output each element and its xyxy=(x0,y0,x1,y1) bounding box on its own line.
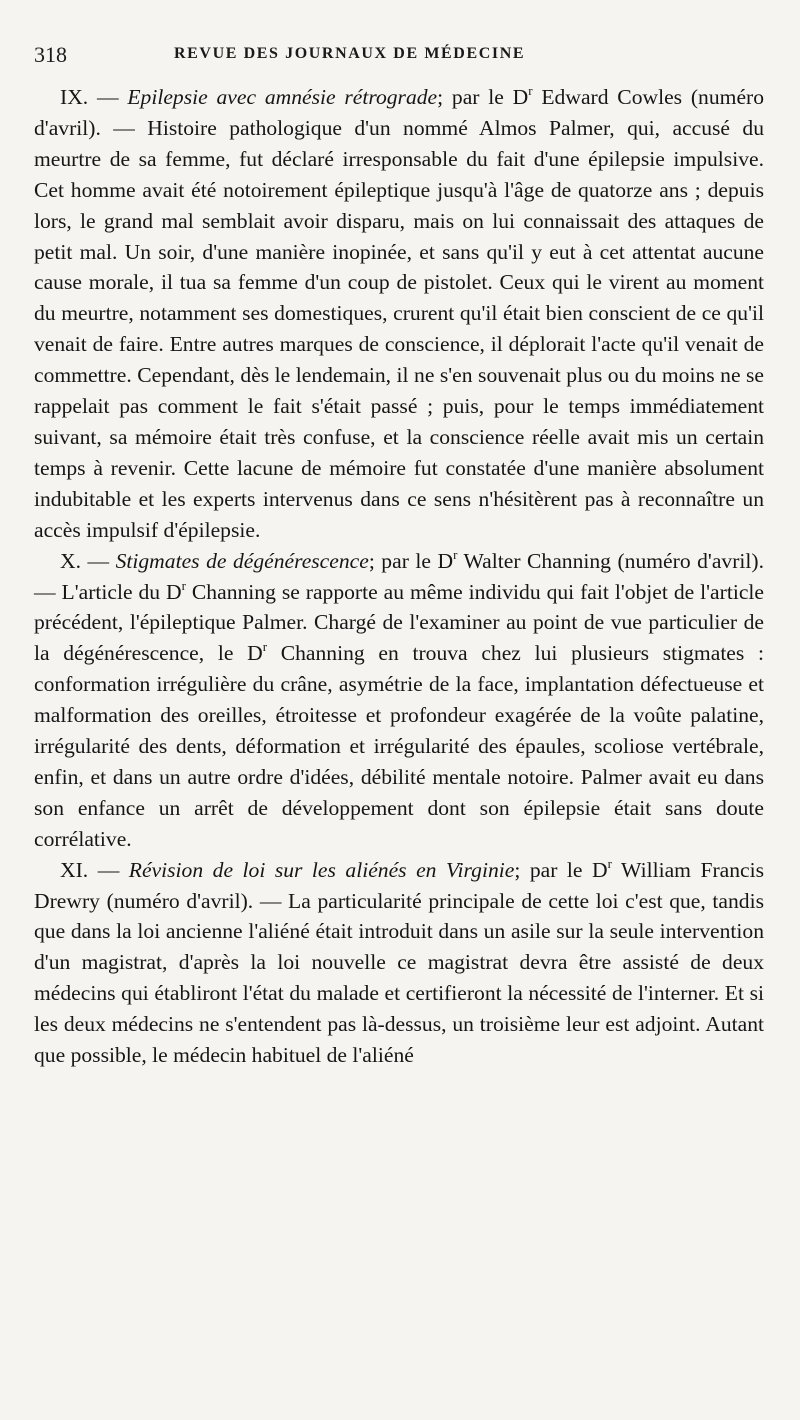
section-numeral: IX. xyxy=(60,85,89,109)
section-text: Channing en trouva chez lui plusieurs stigmates : conformation irrégulière du crâne, asymétrie de la face, implantation défectueuse et malformation des oreilles, étroitesse et profondeur exagérée de la voûte palatine, irrégularité des dents, déformation et irrégularité des épaules, scoliose vertébrale, enfin, et dans un autre ordre d'idées, débilité mentale notoire. Palmer avait eu dans son enfance un arrêt de développement dont son épilepsie était sans doute corrélative. xyxy=(34,641,764,851)
section-attribution: ; par le D xyxy=(368,548,454,573)
section-attribution: ; par le D xyxy=(437,85,529,109)
page-header xyxy=(34,42,770,72)
section-text: Walter Channing (numéro d'avril). — L'article du D xyxy=(34,548,764,604)
section-dash: — xyxy=(88,85,128,109)
superscript: r xyxy=(262,639,268,655)
section-attribution: ; par le D xyxy=(514,857,608,882)
section-title: Stigmates de dégénérescence xyxy=(115,548,369,573)
section-title: Epilepsie avec amnésie rétrograde xyxy=(127,85,438,109)
section-dash: — xyxy=(88,857,129,882)
section-x xyxy=(34,546,764,855)
superscript: r xyxy=(528,82,533,98)
superscript: r xyxy=(453,546,458,562)
section-text: Channing se rapporte au même individu qui fait l'objet de l'article précédent, l'épileptique Palmer. Chargé de l'examiner au point de vue particulier de la dégénérescence, le D xyxy=(34,579,764,666)
section-ix xyxy=(34,82,764,546)
page-number: 318 xyxy=(34,42,67,67)
section-numeral: X. xyxy=(60,548,81,573)
superscript: r xyxy=(607,855,612,871)
section-text: Edward Cowles (numéro d'avril). — Histoire pathologique d'un nommé Almos Palmer, qui, accusé du meurtre de sa femme, fut déclaré irresponsable du fait d'une épilepsie impulsive. Cet homme avait été notoirement épileptique jusqu'à l'âge de quatorze ans ; depuis lors, le grand mal semblait avoir disparu, mais on lui connaissait des attaques de petit mal. Un soir, d'une manière inopinée, et sans qu'il y eut à cet attentat aucune cause morale, il tua sa femme d'un coup de pistolet. Ceux qui le virent au moment du meurtre, notamment ses domestiques, crurent qu'il était bien conscient de ce qu'il venait de faire. Entre autres marques de conscience, il déplorait l'acte qu'il venait de commettre. Cependant, dès le lendemain, il ne s'en souvenait plus ou du moins ne se rappelait pas comment le fait s'était passé ; puis, pour le temps immédiatement suivant, sa mémoire était très confuse, et la conscience réelle avait mis un certain temps à revenir. Cette lacune de mémoire fut constatée d'une manière absolument indubitable et les experts intervenus dans ce sens n'hésitèrent pas à reconnaître un accès impulsif d'épilepsie. xyxy=(34,85,765,542)
section-title: Révision de loi sur les aliénés en Virginie xyxy=(128,857,515,882)
section-xi xyxy=(34,855,764,1071)
section-text: William Francis Drewry (numéro d'avril). — La particularité principale de cette loi c'est que, tandis que dans la loi ancienne l'aliéné était introduit dans un asile sur la seule intervention d'un magistrat, d'après la loi nouvelle ce magistrat devra être assisté de deux médecins qui établiront l'état du malade et certifieront la nécessité de l'interner. Et si les deux médecins ne s'entendent pas là-dessus, un troisième leur est adjoint. Autant que possible, le médecin habituel de l'aliéné xyxy=(34,857,765,1068)
running-title: REVUE DES JOURNAUX DE MÉDECINE xyxy=(174,45,526,62)
section-numeral: XI. xyxy=(60,857,89,882)
article-body xyxy=(34,82,764,1071)
section-dash: — xyxy=(81,548,116,573)
superscript: r xyxy=(181,577,186,593)
